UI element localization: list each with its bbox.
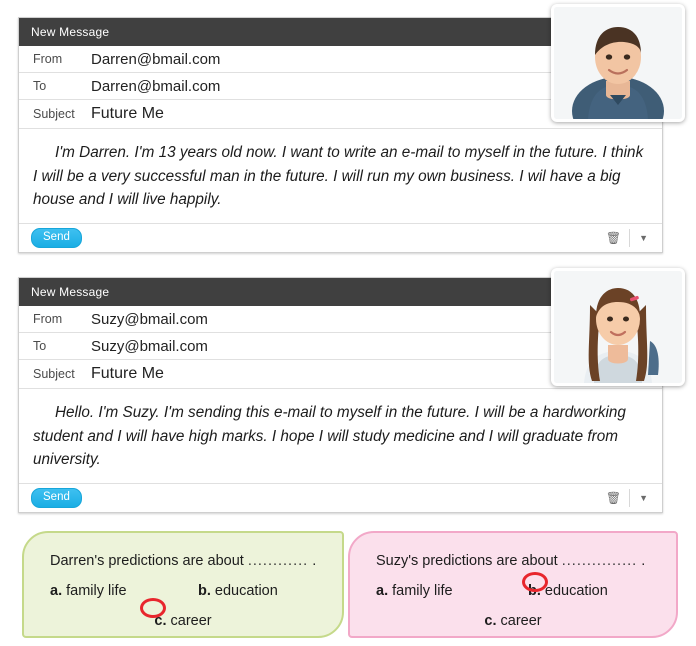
to-value[interactable]: Darren@bmail.com bbox=[91, 77, 221, 95]
option-b-text: education bbox=[544, 583, 608, 599]
question-blank-dots: ............ bbox=[247, 553, 309, 569]
to-value[interactable]: Suzy@bmail.com bbox=[91, 337, 208, 355]
answer-circle-suzy bbox=[522, 572, 548, 592]
from-label: From bbox=[33, 312, 63, 326]
options-row-1 bbox=[350, 569, 676, 599]
avatar-suzy bbox=[551, 268, 685, 386]
email-body[interactable]: Hello. I'm Suzy. I'm sending this e-mail to myself in the future. I will be a hardworking student and I will have high marks. I hope I will study medicine and I will graduate from university. bbox=[33, 404, 626, 469]
question-prompt-text: Darren's predictions are about bbox=[50, 553, 244, 569]
question-prompt-suffix: . bbox=[641, 553, 646, 569]
option-a[interactable] bbox=[50, 583, 198, 599]
option-b-text: education bbox=[214, 583, 278, 599]
option-a-text: family life bbox=[392, 583, 453, 599]
compose-window-title: New Message bbox=[19, 278, 662, 306]
option-b-letter: b. bbox=[528, 583, 541, 599]
option-a-letter: a. bbox=[50, 583, 63, 599]
options-row-2 bbox=[350, 599, 676, 629]
to-label: To bbox=[33, 79, 47, 93]
from-value[interactable]: Suzy@bmail.com bbox=[91, 310, 208, 328]
compose-footer bbox=[19, 483, 662, 512]
from-value[interactable]: Darren@bmail.com bbox=[91, 50, 221, 68]
to-label: To bbox=[33, 339, 47, 353]
question-panel-darren bbox=[22, 531, 344, 638]
option-b-letter: b. bbox=[198, 583, 211, 599]
question-prompt-text: Suzy's predictions are about bbox=[376, 553, 558, 569]
teenage-girl-photo bbox=[554, 271, 682, 383]
subject-label: Subject bbox=[33, 107, 75, 121]
email-body[interactable]: I'm Darren. I'm 13 years old now. I want to write an e-mail to myself in the future. I think I will be a very successful man in the future. I will run my own business. I wil have a big house and I will live happily. bbox=[33, 144, 644, 209]
option-c-letter: c. bbox=[154, 613, 167, 629]
compose-footer bbox=[19, 223, 662, 252]
option-a[interactable] bbox=[376, 583, 528, 599]
caret-down-icon[interactable]: ▼ bbox=[639, 493, 648, 503]
subject-label: Subject bbox=[33, 367, 75, 381]
subject-value[interactable]: Future Me bbox=[91, 365, 164, 382]
options-row-1 bbox=[24, 569, 342, 599]
question-prompt bbox=[350, 533, 676, 569]
option-a-letter: a. bbox=[376, 583, 389, 599]
send-button[interactable]: Send bbox=[31, 488, 82, 508]
option-c[interactable] bbox=[484, 613, 541, 629]
question-prompt-suffix: . bbox=[312, 553, 317, 569]
option-c-text: career bbox=[170, 613, 212, 629]
subject-value[interactable]: Future Me bbox=[91, 105, 164, 122]
from-label: From bbox=[33, 52, 63, 66]
question-blank-dots: ............... bbox=[561, 553, 638, 569]
caret-down-icon[interactable]: ▼ bbox=[639, 233, 648, 243]
option-c[interactable] bbox=[154, 613, 211, 629]
trash-icon[interactable]: 🗑 bbox=[605, 231, 622, 245]
compose-window-title: New Message bbox=[19, 18, 662, 46]
question-prompt bbox=[24, 533, 342, 569]
option-c-letter: c. bbox=[484, 613, 497, 629]
teenage-boy-photo bbox=[554, 7, 682, 119]
option-c-text: career bbox=[500, 613, 542, 629]
send-button[interactable]: Send bbox=[31, 228, 82, 248]
answer-circle-darren bbox=[140, 598, 166, 618]
option-a-text: family life bbox=[66, 583, 127, 599]
options-row-2 bbox=[24, 599, 342, 629]
avatar-darren bbox=[551, 4, 685, 122]
option-b[interactable] bbox=[198, 583, 278, 599]
trash-icon[interactable]: 🗑 bbox=[605, 491, 622, 505]
question-panel-suzy bbox=[348, 531, 678, 638]
